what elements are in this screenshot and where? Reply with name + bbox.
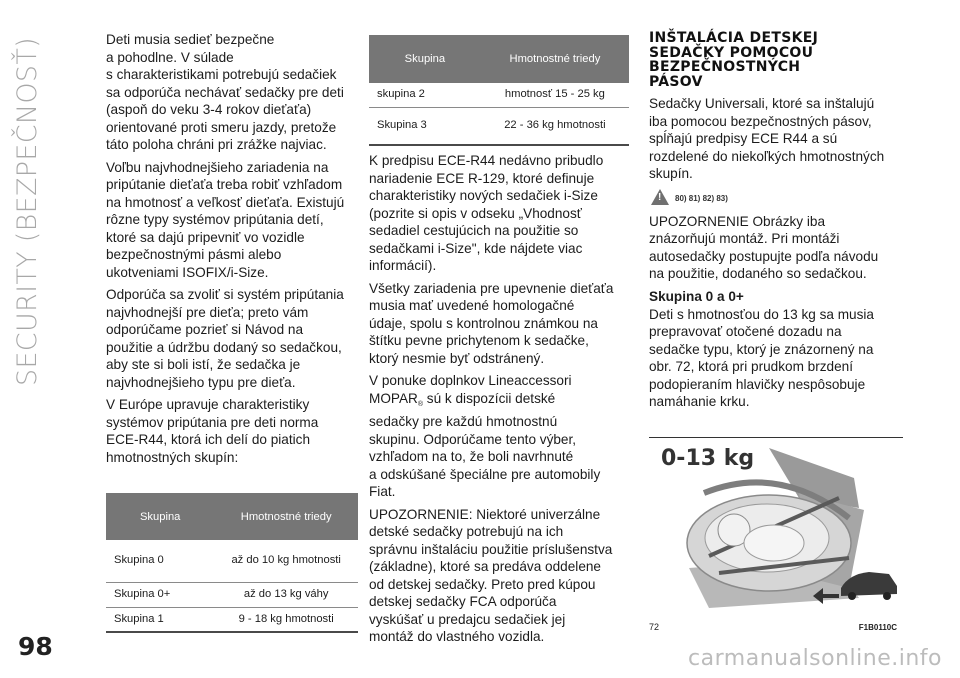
table-cell: hmotnosť 15 - 25 kg <box>481 83 629 107</box>
table-row <box>369 83 629 107</box>
table-cell: Skupina 1 <box>106 607 214 632</box>
paragraph: UPOZORNENIE Obrázky iba znázorňujú montáž. Pri montáži autosedačky postupujte podľa návodu na použitie, dodaného so sedačkou. <box>649 213 879 281</box>
table-cell: Skupina 0 <box>106 540 214 582</box>
table-cell: skupina 2 <box>369 83 481 107</box>
subheading: Skupina 0 a 0+ <box>649 288 744 304</box>
weight-groups-table <box>106 493 358 633</box>
column-3 <box>649 31 903 416</box>
registered-mark: ® <box>417 400 424 408</box>
figure-child-seat-illustration <box>649 437 903 632</box>
table-cell: Skupina 3 <box>369 107 481 145</box>
table-row <box>369 107 629 145</box>
paragraph: Všetky zariadenia pre upevnenie dieťaťa musia mať uvedené homologačné údaje, spolu s kontrolnou známkou na štítku pevne prichytenom k sedačke, ktorý nesmie byť odstránený. <box>369 280 614 366</box>
paragraph: K predpisu ECE-R44 nedávno pribudlo nariadenie ECE R-129, ktoré definuje charakteristiky nových sedačiek i-Size (pozrite si opis v odseku „Vhodnosť sedadiel cestujúcich na použitie so sedačkami i-Size", kde nájdete viac informácií). <box>369 153 604 273</box>
page-number: 98 <box>18 632 53 661</box>
side-section-title: SECURITY (BEZPEČNOSŤ) <box>12 37 43 386</box>
paragraph: Voľbu najvhodnejšieho zariadenia na pripútanie dieťaťa treba robiť vzhľadom na hmotnosť a veľkosť dieťaťa. Existujú rôzne typy systémov pripútania detí, ktoré sa dajú pripevniť vo vozidle bezpečnostnými pásmi alebo ukotveniami ISOFIX/i-Size. <box>106 159 345 280</box>
paragraph: Sedačky Universali, ktoré sa inštalujú iba pomocou bezpečnostných pásov, spĺňajú predpisy ECE R44 a sú rozdelené do niekoľkých hmotnostných skupín. <box>649 96 885 181</box>
watermark: carmanualsonline.info <box>688 646 942 671</box>
table-cell: Skupina 0+ <box>106 582 214 607</box>
paragraph: Odporúča sa zvoliť si systém pripútania najvhodnejší pre dieťa; preto vám odporúčame pozrieť si Návod na použitie a údržbu dodaný so sedačkou, aby ste si boli istí, že sedačka je najvhodnejšieho typu pre dieťa. <box>106 287 344 390</box>
table-cell: až do 13 kg váhy <box>214 582 358 607</box>
paragraph: Deti musia sedieť bezpečne a pohodlne. V súlade s charakteristikami potrebujú sedačiek sa odporúča nechávať sedačky pre deti (aspoň do veku 3-4 rokov dieťaťa) orientované proti smeru jazdy, pretože táto poloha chráni pri zrážke najviac. <box>106 32 344 152</box>
paragraph: Deti s hmotnosťou do 13 kg sa musia prepravovať otočené dozadu na sedačke typu, ktorý je znázornený na obr. 72, ktorá pri prudkom brzdení podopieraním hlavičky nespôsobuje namáhanie krku. <box>649 306 874 409</box>
table-header-group: Skupina <box>369 35 481 83</box>
column-2 <box>369 35 629 651</box>
figure-number: 72 <box>649 622 660 632</box>
column-1 <box>106 31 358 633</box>
text-run: V ponuke doplnkov Lineaccessori MOPAR <box>369 373 572 406</box>
paragraph <box>369 372 629 501</box>
figure-code: F1B0110C <box>858 623 897 632</box>
table-header-weight: Hmotnostné triedy <box>481 35 629 83</box>
figure-weight-label: 0-13 kg <box>661 446 755 471</box>
section-heading: INŠTALÁCIA DETSKEJ SEDAČKY POMOCOU BEZPEČNOSTNÝCH PÁSOV <box>649 30 819 90</box>
text-run: sú k dispozícii detské sedačky pre každú hmotnostnú skupinu. Odporúčame tento výber, vzhľadom na to, že boli navrhnuté a odskúšané špeciálne pre automobily Fiat. <box>369 390 601 499</box>
warning-references <box>651 189 903 205</box>
table-row <box>106 607 358 632</box>
weight-groups-table-continued <box>369 35 629 146</box>
paragraph: UPOZORNENIE: Niektoré univerzálne detské sedačky potrebujú na ich správnu inštaláciu použitie príslušenstva (základne), ktoré sa predáva oddelene od detskej sedačky. Preto pred kúpou detskej sedačky FCA odporúča vyskúšať u predajcu sedačiek jej montáž do vlastného vozidla. <box>369 506 613 644</box>
table-cell: 22 - 36 kg hmotnosti <box>481 107 629 145</box>
table-row <box>106 582 358 607</box>
warning-triangle-icon <box>651 189 669 205</box>
warning-ref-numbers: 80) 81) 82) 83) <box>675 193 728 203</box>
paragraph: V Európe upravuje charakteristiky systémov pripútania pre deti norma ECE-R44, ktorá ich delí do piatich hmotnostných skupín: <box>106 397 319 465</box>
table-row <box>106 540 358 582</box>
table-header-weight: Hmotnostné triedy <box>214 493 358 540</box>
table-cell: až do 10 kg hmotnosti <box>214 540 358 582</box>
table-header-group: Skupina <box>106 493 214 540</box>
table-cell: 9 - 18 kg hmotnosti <box>214 607 358 632</box>
